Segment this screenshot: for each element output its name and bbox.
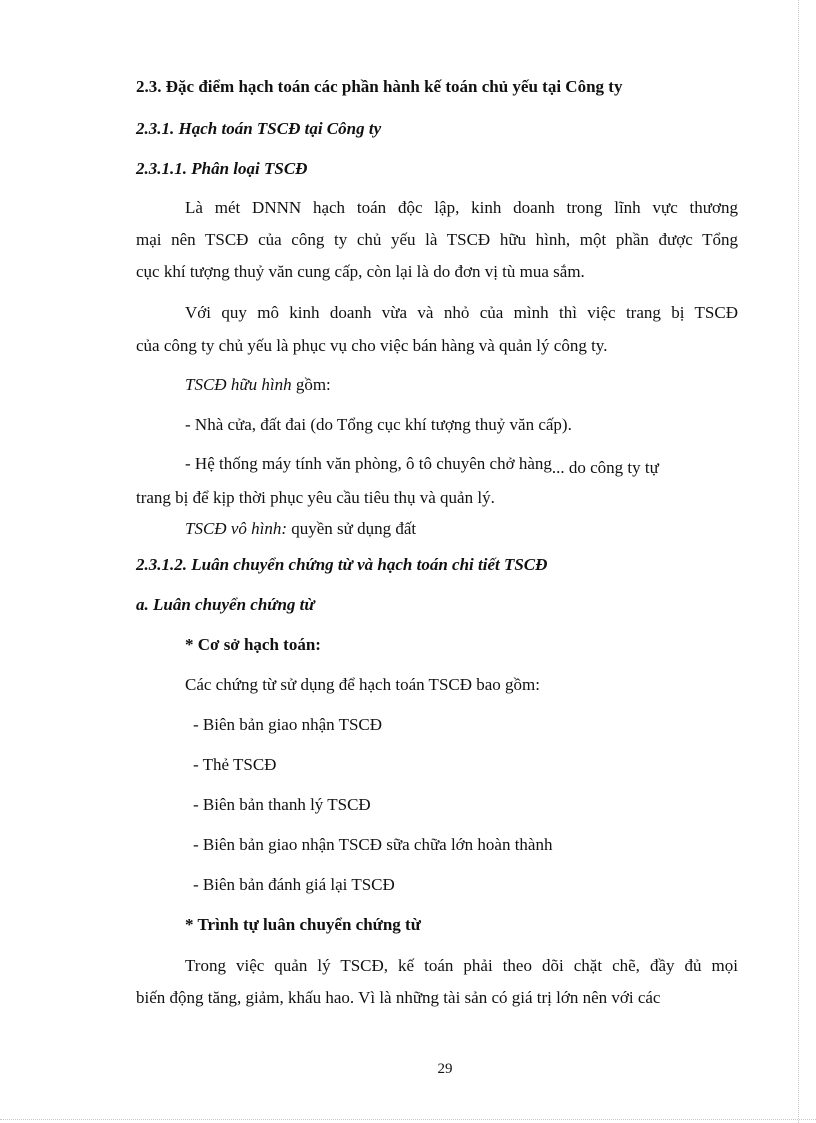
page-border-right (798, 0, 799, 1123)
para1-line3: cục khí tượng thuỷ văn cung cấp, còn lại là do đơn vị tù mua sắm. (136, 262, 585, 281)
tangible-item-computers-tail: ... do công ty tự (551, 458, 659, 477)
sequence-title: * Trình tự luân chuyển chứng từ (185, 915, 421, 934)
para2-line1: Với quy mô kinh doanh vừa và nhỏ của mình thì việc trang bị TSCĐ (185, 303, 738, 322)
tangible-label: TSCĐ hữu hình (185, 375, 292, 394)
para1-line2: mại nên TSCĐ của công ty chủ yếu là TSCĐ hữu hình, một phần được Tổng (136, 230, 738, 249)
intangible-label: TSCĐ vô hình: (185, 519, 287, 538)
list-item: - Biên bản đánh giá lại TSCĐ (193, 875, 395, 894)
list-item: - Biên bản giao nhận TSCĐ (193, 715, 383, 734)
tangible-item-computers-cont: trang bị để kịp thời phục yêu cầu tiêu thụ và quản lý. (136, 488, 495, 507)
heading-2-3-1: 2.3.1. Hạch toán TSCĐ tại Công ty (136, 119, 382, 138)
basis-intro: Các chứng từ sử dụng để hạch toán TSCĐ bao gồm: (185, 675, 540, 694)
tangible-item-computers (185, 454, 738, 477)
heading-2-3-1-2: 2.3.1.2. Luân chuyển chứng từ và hạch toán chi tiết TSCĐ (136, 555, 548, 574)
heading-2-3: 2.3. Đặc điểm hạch toán các phần hành kế toán chủ yếu tại Công ty (136, 77, 623, 96)
intangible-assets-line (185, 519, 416, 539)
page-number: 29 (437, 1061, 453, 1077)
heading-a: a. Luân chuyển chứng từ (136, 595, 315, 614)
para2-line2: của công ty chủ yếu là phục vụ cho việc bán hàng và quản lý công ty. (136, 336, 608, 355)
list-item: - Biên bản giao nhận TSCĐ sữa chữa lớn hoàn thành (193, 835, 553, 854)
sequence-line1: Trong việc quản lý TSCĐ, kế toán phải theo dõi chặt chẽ, đầy đủ mọi (185, 956, 738, 975)
page-border-bottom (0, 1119, 816, 1120)
intangible-text: quyền sử dụng đất (287, 519, 417, 538)
sequence-line2: biến động tăng, giảm, khấu hao. Vì là những tài sản có giá trị lớn nên với các (136, 988, 661, 1007)
basis-title: * Cơ sở hạch toán: (185, 635, 321, 654)
list-item: - Biên bản thanh lý TSCĐ (193, 795, 371, 814)
tangible-assets-line (185, 375, 331, 395)
tangible-suffix: gồm: (291, 375, 331, 394)
tangible-item-computers-text: - Hệ thống máy tính văn phòng, ô tô chuyên chở hàng (185, 454, 552, 473)
para1-line1: Là mét DNNN hạch toán độc lập, kinh doanh trong lĩnh vực thương (185, 198, 738, 217)
heading-2-3-1-1: 2.3.1.1. Phân loại TSCĐ (136, 159, 308, 178)
tangible-item-buildings: - Nhà cửa, đất đai (do Tổng cục khí tượng thuỷ văn cấp). (185, 415, 572, 434)
list-item: - Thẻ TSCĐ (193, 755, 277, 774)
